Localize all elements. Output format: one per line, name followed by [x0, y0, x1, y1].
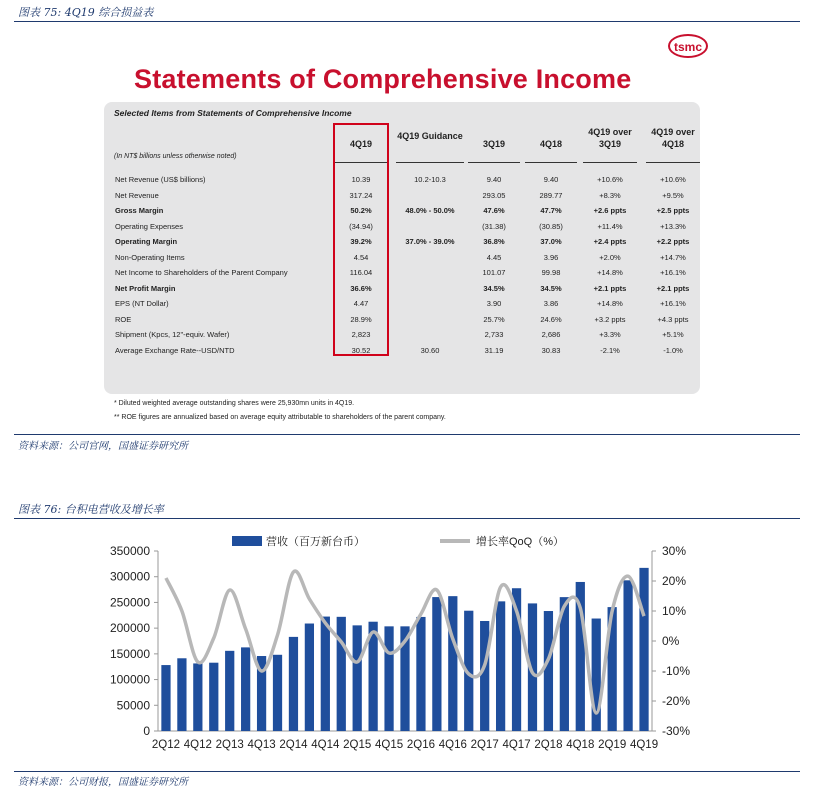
highlight-box-4q19 — [333, 123, 389, 356]
table-cell: 30.52 — [351, 345, 371, 355]
row-label: Net Revenue (US$ billions) — [115, 175, 206, 184]
row-label: ROE — [115, 314, 132, 324]
table-cell: (31.38) — [482, 221, 506, 231]
table-cell: 50.2% — [350, 206, 372, 215]
table-cell: 30.83 — [541, 345, 561, 355]
revenue-bar — [241, 647, 250, 731]
table-cell: +14.8% — [597, 268, 623, 277]
table-cell: 317.24 — [349, 190, 373, 200]
table-cell: +11.4% — [597, 221, 623, 231]
revenue-bar — [209, 663, 218, 731]
revenue-bar — [432, 597, 441, 731]
table-cell: +14.8% — [597, 299, 623, 308]
table-cell: 47.7% — [540, 206, 562, 215]
revenue-bar — [337, 617, 346, 731]
table-cell: +8.3% — [599, 190, 621, 200]
revenue-bar — [416, 617, 425, 731]
revenue-bar — [177, 658, 186, 731]
x-tick-label: 4Q18 — [566, 739, 595, 751]
table-cell: 4.45 — [486, 252, 502, 262]
figure-75-source: 资料来源：公司官网，国盛证券研究所 — [18, 441, 188, 452]
revenue-bar — [225, 651, 234, 731]
table-cell: 34.5% — [540, 283, 562, 293]
table-cell: +9.5% — [662, 190, 684, 200]
header-rule — [14, 21, 800, 22]
units-note: (In NT$ billions unless otherwise noted) — [114, 153, 237, 160]
row-label: Average Exchange Rate--USD/NTD — [115, 345, 235, 355]
legend-line-label: 增长率QoQ（%） — [476, 536, 565, 548]
x-tick-label: 2Q12 — [151, 739, 181, 751]
table-cell: +2.6 ppts — [593, 206, 627, 215]
footnote-1: * Diluted weighted average outstanding shares were 25,930mn units in 4Q19. — [114, 400, 355, 407]
table-cell: 37.0% - 39.0% — [405, 237, 455, 246]
table-cell: 37.0% — [540, 237, 562, 246]
table-cell: (30.85) — [539, 221, 563, 231]
row-label: Non-Operating Items — [115, 252, 185, 262]
x-tick-label: 4Q13 — [247, 739, 276, 751]
revenue-bar — [305, 624, 314, 731]
revenue-bar — [496, 601, 505, 731]
row-label: EPS (NT Dollar) — [115, 299, 169, 308]
table-cell: +10.6% — [597, 175, 623, 184]
x-tick-label: 2Q13 — [215, 739, 244, 751]
table-cell: +10.6% — [660, 175, 686, 184]
x-tick-label: 4Q12 — [183, 739, 212, 751]
source-rule — [14, 434, 800, 435]
panel-title: Selected Items from Statements of Comprehensive Income — [114, 108, 352, 118]
table-cell: 39.2% — [350, 237, 372, 246]
column-header-underline — [468, 162, 520, 163]
x-tick-label: 4Q15 — [374, 739, 404, 751]
left-tick-label: 0 — [143, 724, 150, 738]
table-cell: 2,823 — [351, 330, 371, 339]
column-header-underline — [525, 162, 577, 163]
x-tick-label: 2Q14 — [279, 739, 308, 751]
left-tick-label: 300000 — [109, 569, 150, 584]
revenue-growth-chart — [0, 522, 815, 767]
legend-bar-label: 营收（百万新台币） — [266, 536, 365, 548]
table-cell: +4.3 ppts — [657, 314, 689, 324]
revenue-bar — [544, 611, 553, 731]
right-tick-label: 30% — [662, 544, 687, 558]
revenue-bar — [384, 626, 393, 731]
table-cell: -2.1% — [600, 345, 620, 355]
table-cell: 34.5% — [483, 283, 505, 293]
table-cell: +2.2 ppts — [656, 237, 690, 246]
table-cell: 36.8% — [483, 237, 505, 246]
table-cell: 293.05 — [482, 190, 506, 200]
header-rule-2 — [14, 518, 800, 519]
row-label: Gross Margin — [115, 206, 164, 215]
table-cell: 116.04 — [349, 268, 373, 277]
table-cell: +3.2 ppts — [594, 314, 626, 324]
right-tick-label: -30% — [662, 724, 691, 738]
table-cell: 2,733 — [484, 330, 504, 339]
x-tick-label: 4Q17 — [502, 739, 531, 751]
x-tick-label: 4Q19 — [629, 739, 659, 751]
table-cell: 3.90 — [486, 299, 502, 308]
column-header: 4Q19 over 3Q19 — [588, 127, 632, 149]
table-cell: 99.98 — [541, 268, 561, 277]
table-cell: (34.94) — [349, 221, 373, 231]
revenue-bar — [289, 637, 298, 731]
left-tick-label: 200000 — [109, 621, 150, 636]
column-header: 4Q19 — [349, 139, 373, 149]
statement-title: Statements of Comprehensive Income — [134, 64, 632, 94]
x-tick-label: 4Q14 — [311, 739, 340, 751]
table-cell: +2.1 ppts — [656, 283, 690, 293]
left-tick-label: 150000 — [109, 646, 150, 661]
table-cell: -1.0% — [663, 345, 683, 355]
revenue-bar — [480, 621, 489, 731]
column-header: 4Q19 Guidance — [397, 131, 463, 141]
left-tick-label: 100000 — [109, 672, 150, 687]
row-label: Operating Margin — [115, 237, 178, 246]
table-cell: 9.40 — [543, 175, 559, 184]
table-cell: 31.19 — [484, 345, 504, 355]
revenue-bar — [623, 580, 632, 731]
legend-bar-swatch — [232, 536, 262, 546]
revenue-bar — [321, 617, 330, 731]
tsmc-logo: tsmc — [673, 40, 702, 54]
revenue-bar — [161, 665, 170, 731]
row-label: Operating Expenses — [115, 221, 183, 231]
column-header-underline — [396, 162, 464, 163]
figure-75-header: 图表 75: 4Q19 综合损益表 — [18, 6, 154, 19]
revenue-bar — [353, 625, 362, 731]
left-tick-label: 250000 — [109, 595, 150, 610]
revenue-bar — [448, 596, 457, 731]
row-label: Net Profit Margin — [115, 283, 176, 293]
x-tick-label: 2Q18 — [534, 739, 563, 751]
left-tick-label: 350000 — [109, 544, 150, 558]
table-cell: 4.54 — [353, 252, 369, 262]
column-header: 4Q19 over 4Q18 — [651, 127, 695, 149]
column-header-underline — [646, 162, 700, 163]
table-cell: 289.77 — [539, 190, 563, 200]
table-cell: +2.4 ppts — [593, 237, 627, 246]
revenue-bar — [639, 568, 648, 731]
table-cell: 10.39 — [351, 175, 371, 184]
table-cell: +16.1% — [660, 299, 686, 308]
row-label: Net Revenue — [115, 190, 159, 200]
x-tick-label: 2Q15 — [343, 739, 372, 751]
table-cell: +16.1% — [660, 268, 686, 277]
table-cell: 28.9% — [350, 314, 372, 324]
right-tick-label: -10% — [662, 664, 691, 678]
table-cell: 30.60 — [420, 345, 440, 355]
table-cell: 47.6% — [483, 206, 505, 215]
table-cell: 36.6% — [350, 283, 372, 293]
x-tick-label: 2Q17 — [470, 739, 499, 751]
column-header-underline — [583, 162, 637, 163]
source-rule-2 — [14, 771, 800, 772]
table-cell: 9.40 — [486, 175, 502, 184]
table-cell: 3.96 — [543, 252, 559, 262]
table-cell: 2,686 — [541, 330, 561, 339]
x-tick-label: 2Q16 — [406, 739, 436, 751]
table-cell: 4.47 — [353, 299, 369, 308]
right-tick-label: 20% — [662, 574, 687, 588]
table-cell: 10.2-10.3 — [414, 175, 446, 184]
x-tick-label: 4Q16 — [438, 739, 467, 751]
table-cell: +2.0% — [599, 252, 621, 262]
table-cell: 24.6% — [540, 314, 562, 324]
figure-76-header: 图表 76: 台积电营收及增长率 — [18, 503, 164, 516]
footnote-2: ** ROE figures are annualized based on average equity attributable to shareholders of the parent company. — [114, 414, 446, 421]
table-cell: +3.3% — [599, 330, 621, 339]
left-tick-label: 50000 — [116, 698, 150, 713]
right-tick-label: -20% — [662, 694, 691, 708]
table-cell: +2.5 ppts — [656, 206, 690, 215]
table-cell: +14.7% — [660, 252, 686, 262]
table-cell: 101.07 — [482, 268, 506, 277]
table-cell: 3.86 — [543, 299, 559, 308]
revenue-bar — [273, 655, 282, 731]
table-cell: +2.1 ppts — [593, 283, 627, 293]
right-tick-label: 0% — [662, 634, 680, 648]
revenue-bar — [193, 663, 202, 731]
x-tick-label: 2Q19 — [598, 739, 627, 751]
column-header: 4Q18 — [539, 139, 563, 149]
table-cell: 25.7% — [483, 314, 505, 324]
table-cell: 48.0% - 50.0% — [405, 206, 455, 215]
row-label: Net Income to Shareholders of the Parent Company — [115, 268, 288, 277]
table-cell: +13.3% — [660, 221, 686, 231]
right-tick-label: 10% — [662, 604, 687, 618]
table-cell: +5.1% — [662, 330, 684, 339]
figure-76-source: 资料来源：公司财报，国盛证券研究所 — [18, 777, 188, 788]
row-label: Shipment (Kpcs, 12"-equiv. Wafer) — [115, 330, 230, 339]
column-header: 3Q19 — [482, 139, 506, 149]
